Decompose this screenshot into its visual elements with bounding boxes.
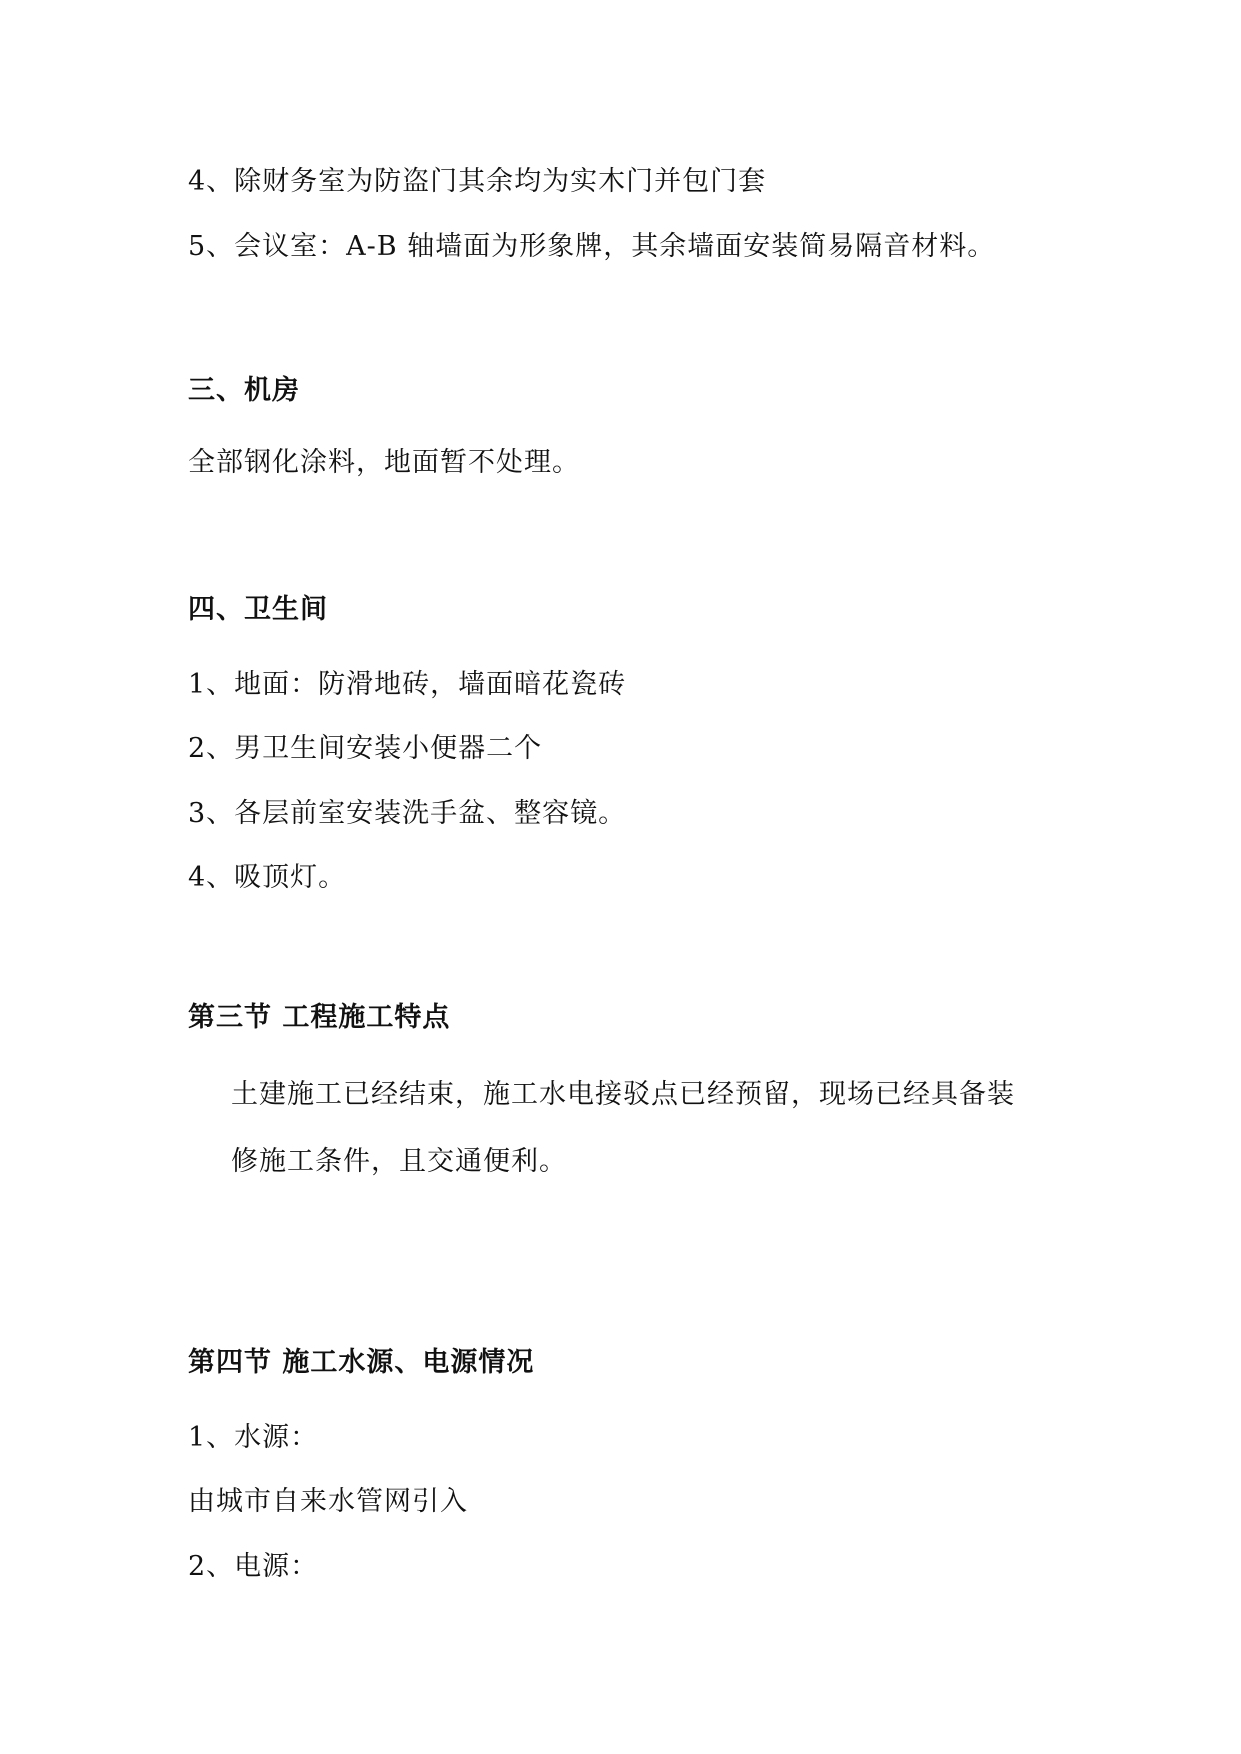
paragraph-machine-room: 全部钢化涂料，地面暂不处理。: [188, 447, 580, 478]
list-item: 1、地面：防滑地砖，墙面暗花瓷砖: [188, 669, 627, 700]
list-item-door: 4、除财务室为防盗门其余均为实木门并包门套: [188, 166, 767, 197]
section-heading-restroom: 四、卫生间: [188, 594, 328, 625]
paragraph-line: 土建施工已经结束，施工水电接驳点已经预留，现场已经具备装: [231, 1079, 1015, 1110]
list-item-water-source: 1、水源：: [188, 1422, 319, 1453]
paragraph-water-source: 由城市自来水管网引入: [188, 1486, 468, 1517]
list-item: 4、吸顶灯。: [188, 862, 347, 893]
section-heading-construction-features: 第三节 工程施工特点: [188, 1002, 451, 1033]
list-item: 3、各层前室安装洗手盆、整容镜。: [188, 798, 627, 829]
list-item-meeting-room: 5、会议室：A-B 轴墙面为形象牌，其余墙面安装简易隔音材料。: [188, 231, 996, 262]
paragraph-line: 修施工条件，且交通便利。: [231, 1146, 567, 1177]
section-heading-water-power: 第四节 施工水源、电源情况: [188, 1347, 535, 1378]
list-item: 2、男卫生间安装小便器二个: [188, 733, 543, 764]
section-heading-machine-room: 三、机房: [188, 375, 300, 406]
list-item-power-source: 2、电源：: [188, 1551, 319, 1582]
